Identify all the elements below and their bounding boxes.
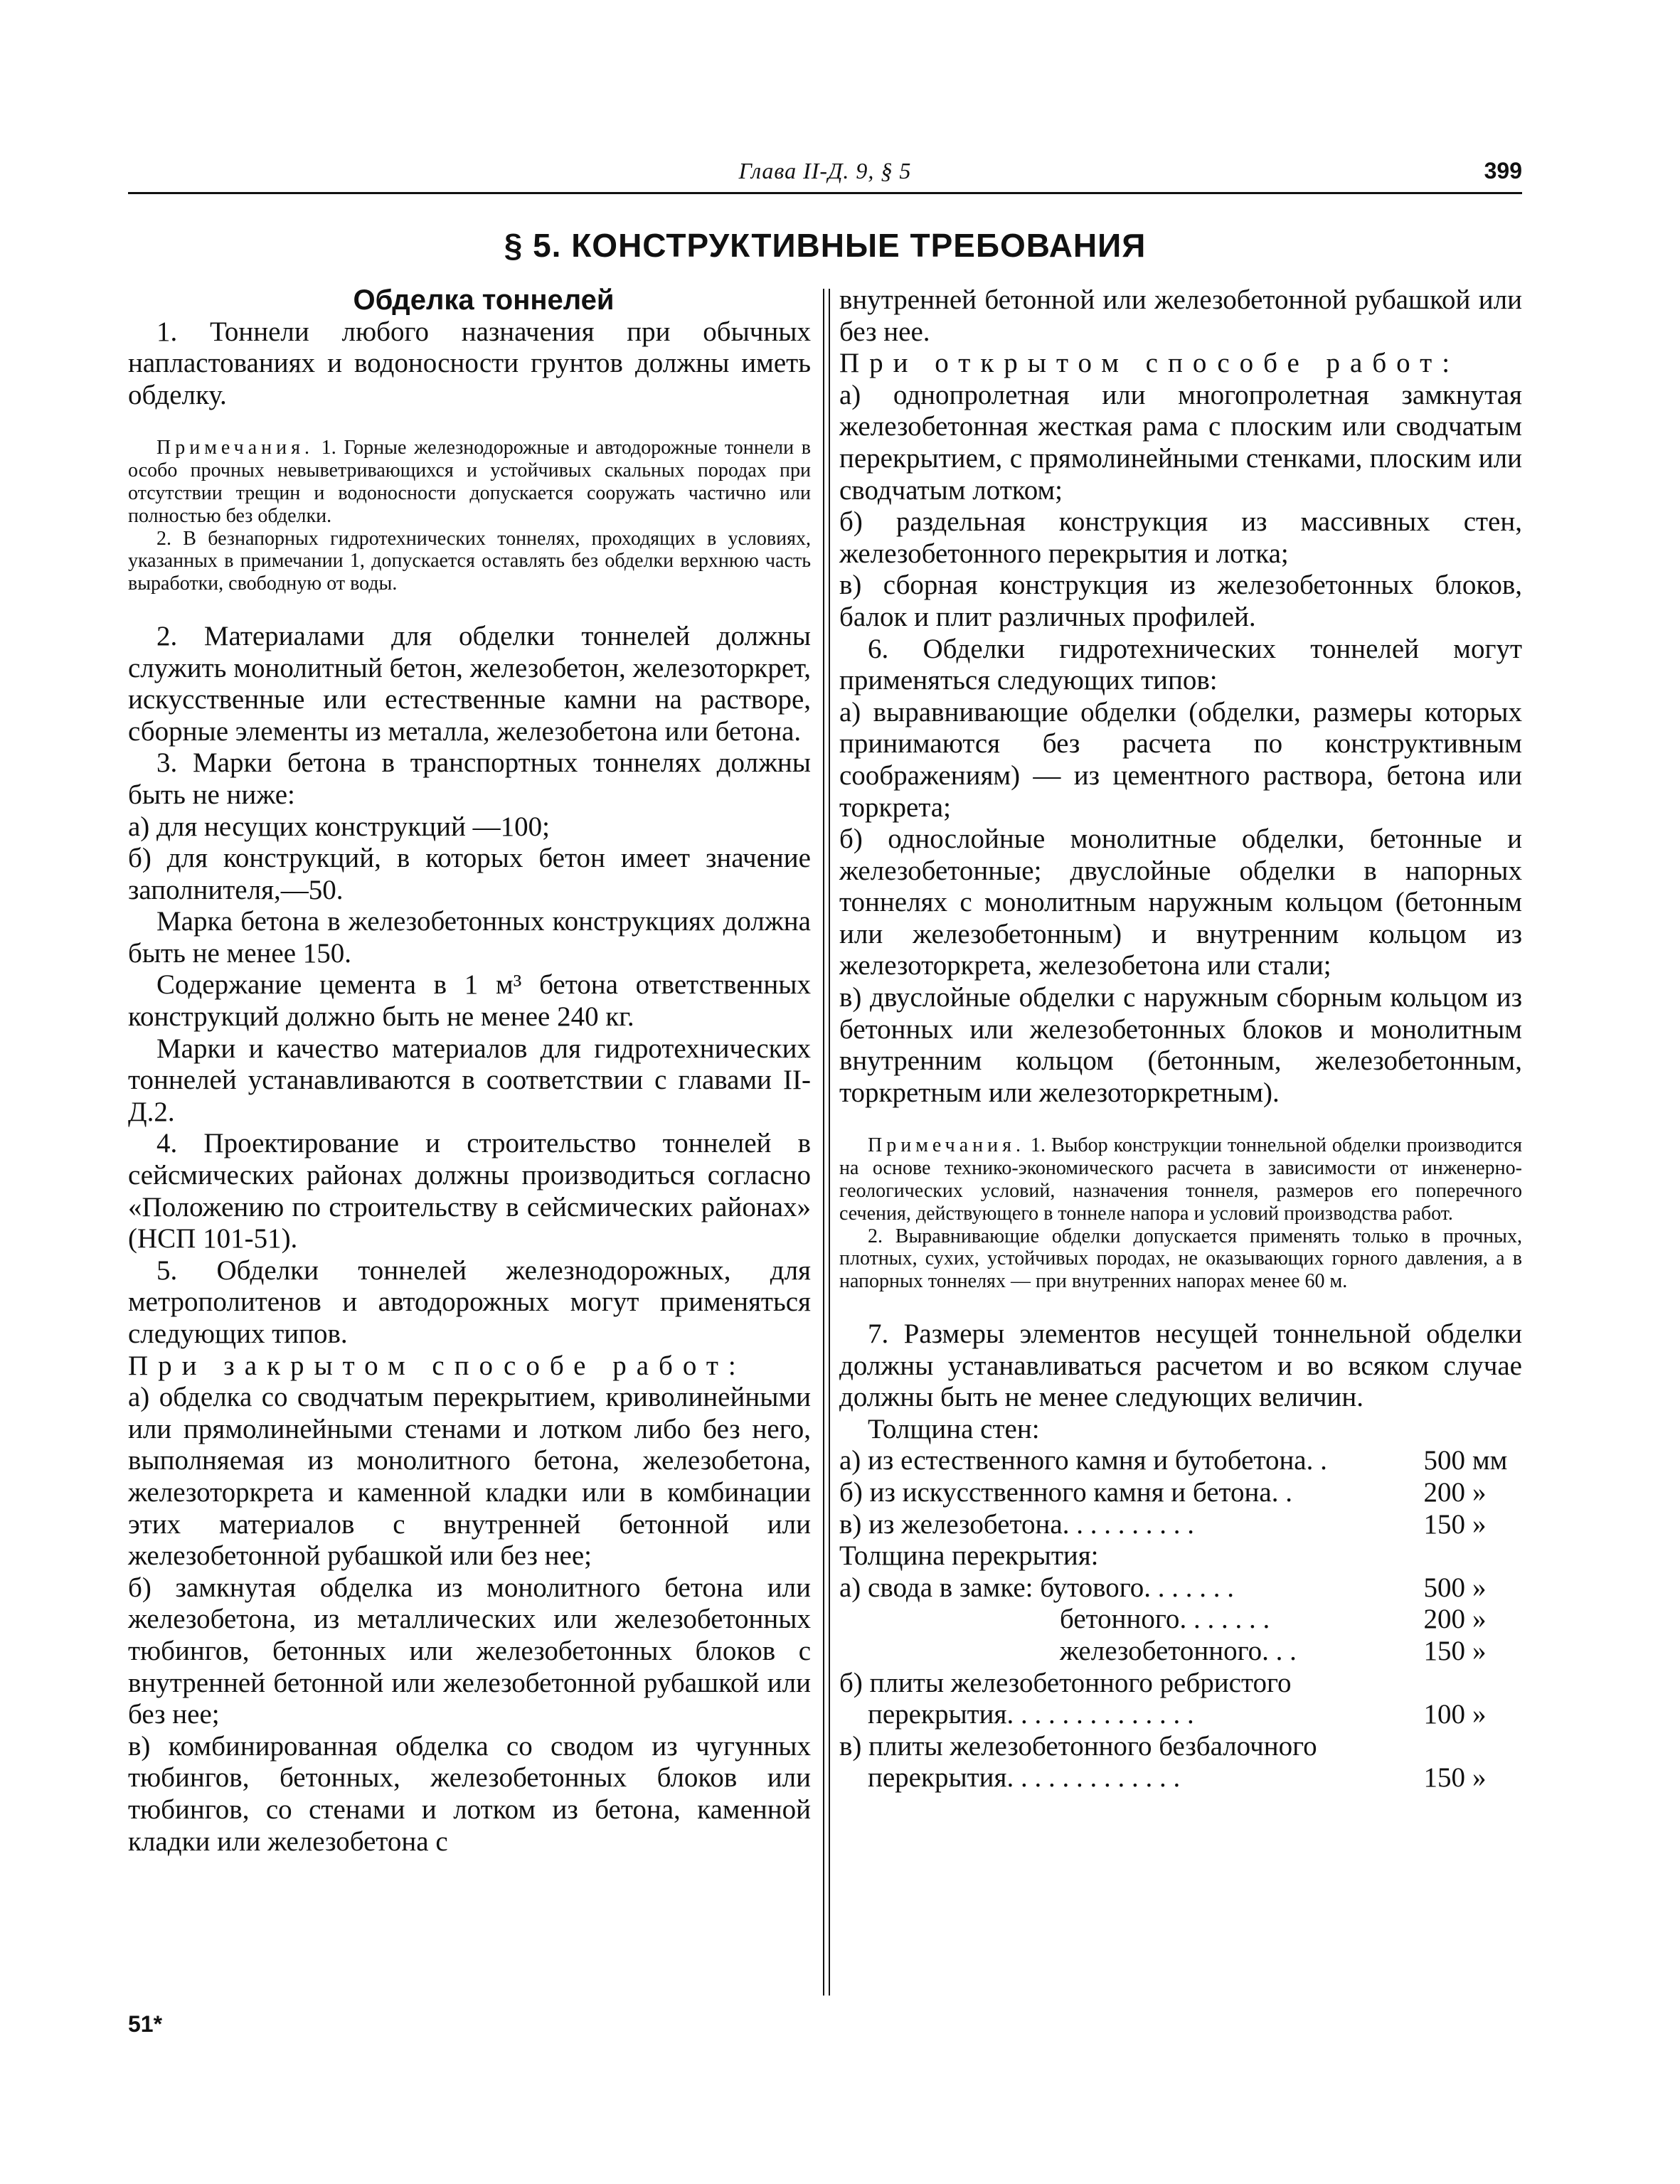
section-title: § 5. КОНСТРУКТИВНЫЕ ТРЕБОВАНИЯ	[504, 227, 1147, 264]
paragraph-1: 1. Тоннели любого назначения при обычных напластованиях и водоносности грунтов должны иметь обделку.	[128, 316, 811, 410]
paragraph-3: 3. Марки бетона в транспортных тоннелях должны быть не ниже:	[128, 747, 811, 810]
left-column	[128, 284, 811, 1858]
paragraph-6c: в) двуслойные обделки с наружным сборным кольцом из бетонных или железобетонных блоков и монолитным внутренним кольцом (бетонным, железобетонным, торкретным или железоторкретным).	[839, 982, 1522, 1108]
paragraph-7: 7. Размеры элементов несущей тоннельной обделки должны устанавливаться расчетом и во всяком случае должны быть не менее следующих величин.	[839, 1319, 1522, 1413]
paragraph-5: 5. Обделки тоннелей железнодорожных, для метрополитенов и автодорожных могут применяться следующих типов.	[128, 1255, 811, 1350]
note-2-item-2: 2. Выравнивающие обделки допускается применять только в прочных, плотных, сухих, устойчивых породах, не оказывающих горного давления, а в напорных тоннелях — при внутренних напорах менее 60 м.	[839, 1225, 1522, 1293]
dimensions-table	[839, 1445, 1522, 1794]
paragraph-open-b: б) раздельная конструкция из массивных стен, железобетонного перекрытия и лотка;	[839, 506, 1522, 569]
note-2-heading: Примечания.	[868, 1134, 1026, 1157]
running-head	[128, 158, 1522, 194]
table-row: а) из естественного камня и бутобетона. . 500 мм	[839, 1445, 1508, 1476]
note-block-1	[128, 437, 811, 595]
page-number: 399	[1484, 158, 1522, 183]
paragraph-6a: а) выравнивающие обделки (обделки, размеры которых принимаются без расчета по конструктивным соображениям) — из цементного раствора, бетона или торкрета;	[839, 696, 1522, 823]
paragraph-4: 4. Проектирование и строительство тоннелей в сейсмических районах должны производиться согласно «Положению по строительству в сейсмических районах» (НСП 101-51).	[128, 1128, 811, 1255]
printer-signature: 51*	[128, 2011, 163, 2037]
table-row	[839, 1540, 1522, 1572]
note-1-item-1: Примечания. 1. Горные железнодорожные и автодорожные тоннели в особо прочных невыветривающихся и устойчивых скальных породах при отсутствии трещин и водоносности допускается сооружать частично или полностью без обделки.	[128, 437, 812, 527]
continuation-text: внутренней бетонной или железобетонной рубашкой или без нее.	[839, 284, 1522, 347]
paragraph-5c: в) комбинированная обделка со сводом из чугунных тюбингов, бетонных, железобетонных блоков или тюбингов, со стенами и лотком из бетона, каменной кладки или железобетона с	[128, 1730, 811, 1857]
paragraph-3c: Марка бетона в железобетонных конструкциях должна быть не менее 150.	[128, 906, 811, 969]
note-2-item-1: Примечания. 1. Выбор конструкции тоннельной обделки производится на основе технико-экономического расчета в зависимости от инженерно-геологических условий, назначения тоннеля, размеров его поперечного сечения, действующего в тоннеле напора и условий производства работ.	[839, 1134, 1523, 1225]
paragraph-open-a: а) однопролетная или многопролетная замкнутая железобетонная жесткая рама с плоским или сводчатым перекрытием, с прямолинейными стенками, плоским или сводчатым лотком;	[839, 379, 1522, 506]
note-1-heading: Примечания.	[156, 437, 314, 459]
table-row: железобетонного. . . 150 »	[1060, 1635, 1487, 1666]
open-method-heading: При открытом способе работ:	[839, 348, 1460, 379]
paragraph-3d: Содержание цемента в 1 м³ бетона ответственных конструкций должно быть не менее 240 кг.	[128, 969, 811, 1033]
paragraph-5b: б) замкнутая обделка из монолитного бетона или железобетона, из металлических или железобетонных тюбингов, бетонных или железобетонных блоков с внутренней бетонной или железобетонной рубашкой или без нее;	[128, 1572, 811, 1730]
chapter-reference: Глава II-Д. 9, § 5	[738, 158, 912, 183]
table-row: перекрытия. . . . . . . . . . . . . 150 »	[868, 1762, 1487, 1794]
subsection-heading: Обделка тоннелей	[353, 284, 615, 316]
paragraph-6b: б) однослойные монолитные обделки, бетонные и железобетонные; двуслойные обделки в напорных тоннелях с монолитным наружным кольцом (бетонным или железобетонным) и внутренним кольцом из железоторкрета, железобетона или стали;	[839, 824, 1522, 981]
slab-heading: Толщина перекрытия:	[839, 1540, 1099, 1572]
paragraph-3b: б) для конструкций, в которых бетон имеет значение заполнителя,—50.	[128, 843, 811, 905]
table-row: б) плиты железобетонного ребристого	[839, 1667, 1292, 1698]
table-row: б) из искусственного камня и бетона. . 200 »	[839, 1476, 1487, 1508]
table-row: бетонного. . . . . . . 200 »	[1060, 1604, 1487, 1635]
table-row: в) из железобетона. . . . . . . . . . 150 »	[839, 1508, 1487, 1540]
paragraph-6: 6. Обделки гидротехнических тоннелей могут применяться следующих типов:	[839, 633, 1522, 696]
note-block-2	[839, 1134, 1522, 1293]
column-divider	[823, 289, 830, 1996]
paragraph-open-c: в) сборная конструкция из железобетонных блоков, балок и плит различных профилей.	[839, 570, 1522, 632]
closed-method-heading: При закрытом способе работ:	[128, 1350, 746, 1381]
table-row: в) плиты железобетонного безбалочного	[839, 1730, 1317, 1762]
paragraph-3e: Марки и качество материалов для гидротехнических тоннелей устанавливаются в соответствии с главами II-Д.2.	[128, 1033, 811, 1127]
right-column	[839, 284, 1522, 1794]
note-1-item-2: 2. В безнапорных гидротехнических тоннелях, проходящих в условиях, указанных в примечании 1, допускается оставлять без обделки верхнюю часть выработки, свободную от воды.	[128, 527, 811, 595]
paragraph-3a: а) для несущих конструкций —100;	[128, 811, 550, 842]
table-row: а) свода в замке: бутового. . . . . . . 500 »	[839, 1572, 1487, 1603]
paragraph-5a: а) обделка со сводчатым перекрытием, криволинейными или прямолинейными стенами и лотком либо без него, выполняемая из монолитного бетона, железобетона, железоторкрета и каменной кладки или в комбинации этих материалов с внутренней бетонной или железобетонной рубашкой или без нее;	[128, 1382, 811, 1572]
paragraph-2: 2. Материалами для обделки тоннелей должны служить монолитный бетон, железобетон, железоторкрет, искусственные или естественные камни на растворе, сборные элементы из металла, железобетона или бетона.	[128, 620, 811, 747]
walls-heading: Толщина стен:	[868, 1413, 1040, 1444]
table-row: перекрытия. . . . . . . . . . . . . . 100 »	[868, 1699, 1487, 1730]
